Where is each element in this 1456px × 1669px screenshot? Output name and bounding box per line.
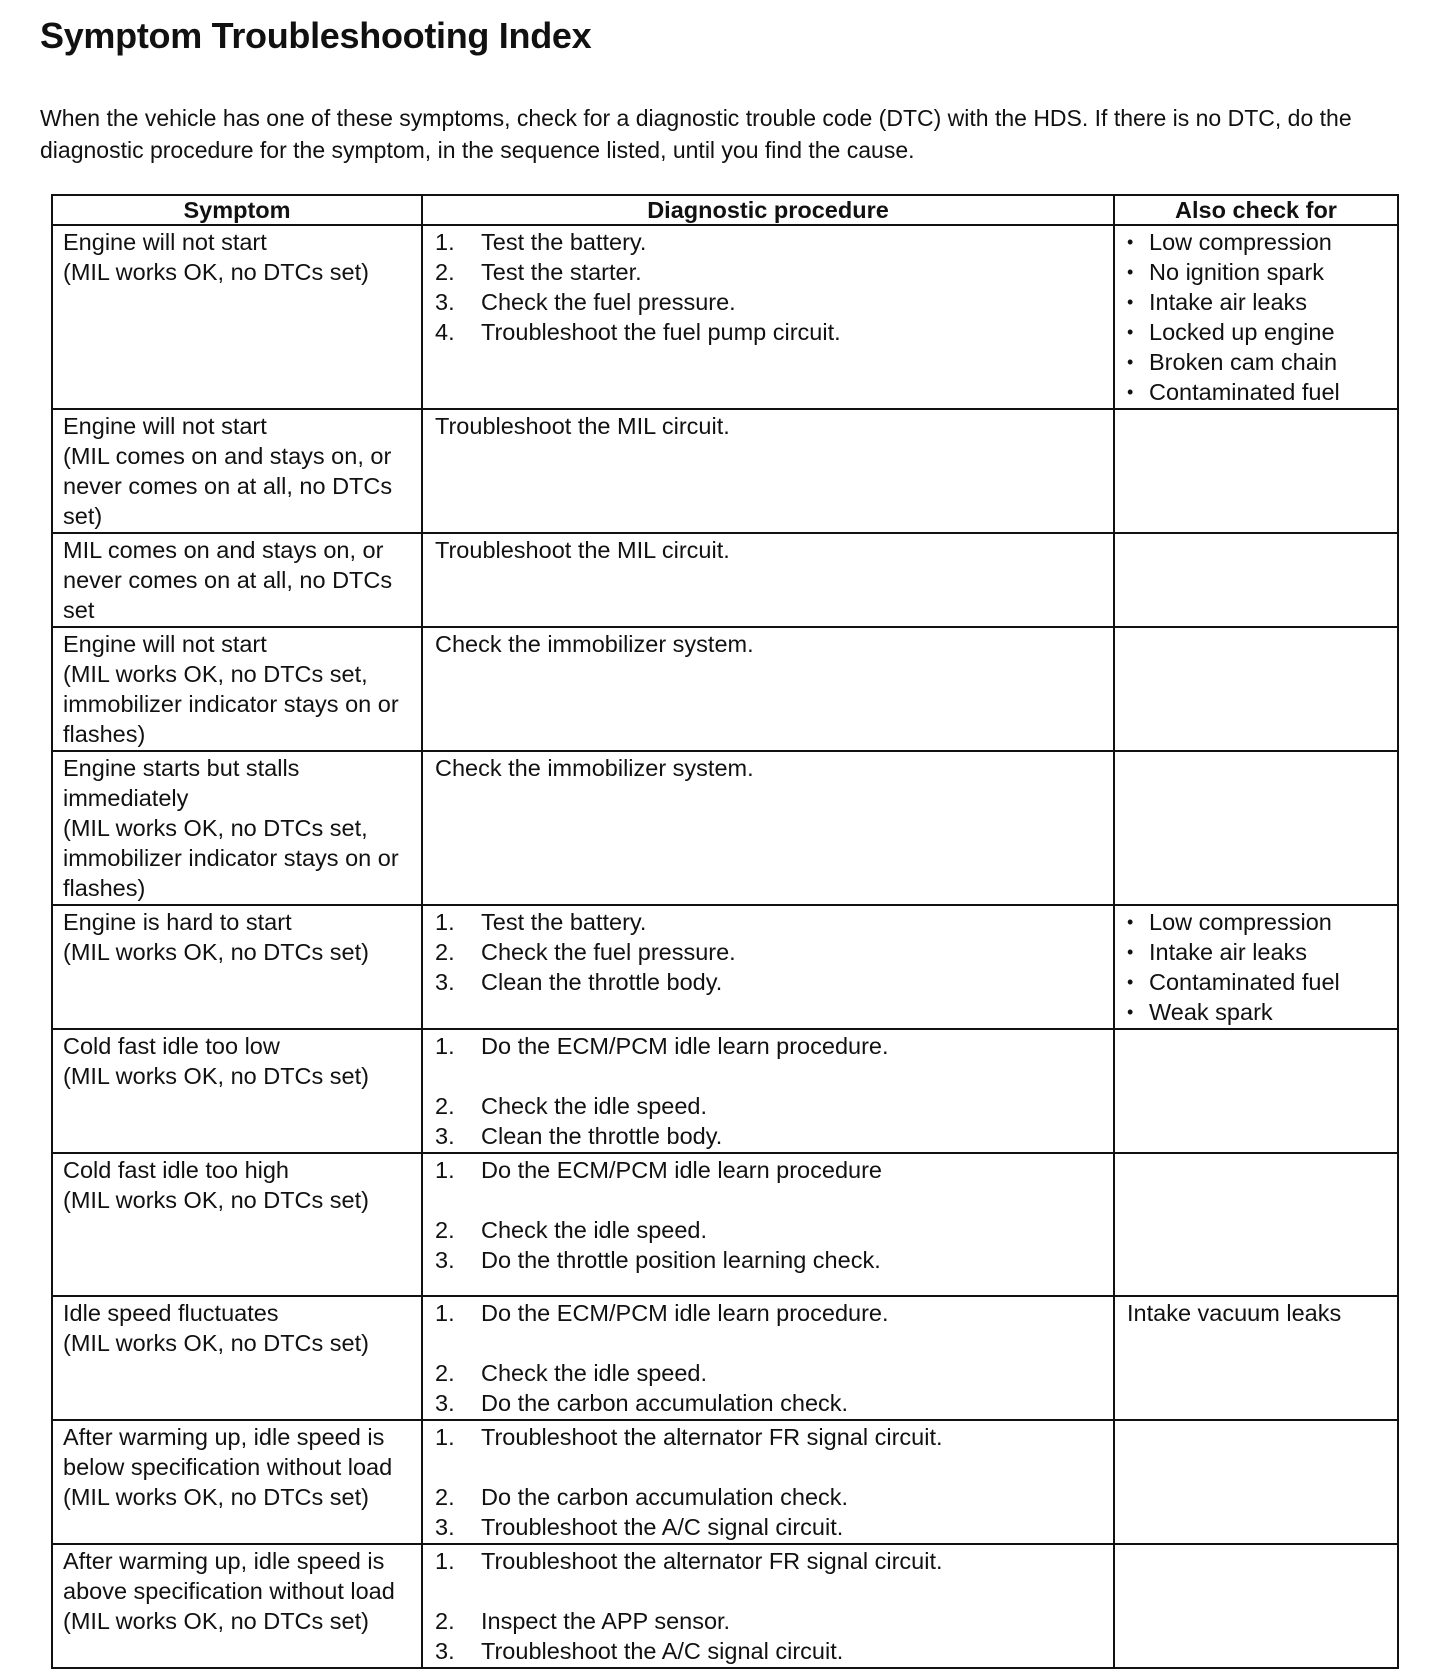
table-row bbox=[52, 225, 1398, 409]
symptom-table bbox=[51, 194, 1399, 1669]
procedure-cell bbox=[422, 1544, 1114, 1668]
also-check-cell bbox=[1114, 1029, 1398, 1153]
also-check-cell bbox=[1114, 1153, 1398, 1296]
procedure-cell bbox=[422, 225, 1114, 409]
table-row bbox=[52, 1296, 1398, 1420]
procedure-step: 3. Do the carbon accumulation check. bbox=[435, 1390, 849, 1416]
also-check-cell bbox=[1114, 533, 1398, 627]
also-check-item: • Weak spark bbox=[1127, 999, 1273, 1025]
symptom-cell: Engine starts but stalls immediately (MIL works OK, no DTCs set, immobilizer indicator stays on or flashes) bbox=[52, 751, 422, 905]
procedure-step: 3. Clean the throttle body. bbox=[435, 969, 723, 995]
table-row bbox=[52, 409, 1398, 533]
procedure-step: 2. Check the idle speed. bbox=[435, 1360, 708, 1386]
table-row bbox=[52, 751, 1398, 905]
procedure-step: 2. Check the idle speed. bbox=[435, 1217, 708, 1243]
procedure-step: 1. Test the battery. bbox=[435, 229, 647, 255]
procedure-step: 3. Check the fuel pressure. bbox=[435, 289, 736, 315]
also-check-item: • Locked up engine bbox=[1127, 319, 1335, 345]
procedure-step: 4. Troubleshoot the fuel pump circuit. bbox=[435, 319, 841, 345]
procedure-step: 2. Check the fuel pressure. bbox=[435, 939, 736, 965]
procedure-step: 1. Troubleshoot the alternator FR signal circuit. bbox=[435, 1424, 943, 1450]
also-check-item: • Contaminated fuel bbox=[1127, 379, 1340, 405]
procedure-step: 1. Test the battery. bbox=[435, 909, 647, 935]
procedure-step: 3. Troubleshoot the A/C signal circuit. bbox=[435, 1638, 844, 1664]
also-check-cell bbox=[1114, 1544, 1398, 1668]
also-check-cell bbox=[1114, 225, 1398, 409]
also-check-cell bbox=[1114, 905, 1398, 1029]
also-check-cell bbox=[1114, 409, 1398, 533]
procedure-cell: Troubleshoot the MIL circuit. bbox=[422, 409, 1114, 533]
symptom-cell: Engine will not start (MIL works OK, no DTCs set, immobilizer indicator stays on or flashes) bbox=[52, 627, 422, 751]
table-header-row bbox=[52, 195, 1398, 225]
procedure-step: 1. Do the ECM/PCM idle learn procedure. bbox=[435, 1300, 889, 1326]
table-row bbox=[52, 1544, 1398, 1668]
procedure-cell bbox=[422, 1420, 1114, 1544]
symptom-cell: After warming up, idle speed is above specification without load (MIL works OK, no DTCs set) bbox=[52, 1544, 422, 1668]
header-also-check: Also check for bbox=[1114, 195, 1398, 225]
procedure-cell: Check the immobilizer system. bbox=[422, 627, 1114, 751]
symptom-cell: Engine will not start (MIL comes on and stays on, or never comes on at all, no DTCs set) bbox=[52, 409, 422, 533]
procedure-cell bbox=[422, 905, 1114, 1029]
procedure-cell bbox=[422, 1029, 1114, 1153]
also-check-cell bbox=[1114, 751, 1398, 905]
also-check-cell: Intake vacuum leaks bbox=[1114, 1296, 1398, 1420]
table-row bbox=[52, 1153, 1398, 1296]
symptom-cell: Cold fast idle too low (MIL works OK, no DTCs set) bbox=[52, 1029, 422, 1153]
header-symptom: Symptom bbox=[52, 195, 422, 225]
procedure-step: 1. Do the ECM/PCM idle learn procedure. bbox=[435, 1033, 889, 1059]
procedure-step: 1. Troubleshoot the alternator FR signal circuit. bbox=[435, 1548, 943, 1574]
symptom-cell: Cold fast idle too high (MIL works OK, no DTCs set) bbox=[52, 1153, 422, 1296]
also-check-cell bbox=[1114, 627, 1398, 751]
symptom-cell: After warming up, idle speed is below specification without load (MIL works OK, no DTCs set) bbox=[52, 1420, 422, 1544]
also-check-item: • No ignition spark bbox=[1127, 259, 1325, 285]
also-check-item: • Broken cam chain bbox=[1127, 349, 1338, 375]
procedure-step: 3. Do the throttle position learning check. bbox=[435, 1247, 881, 1273]
intro-paragraph: When the vehicle has one of these symptoms, check for a diagnostic trouble code (DTC) with the HDS. If there is no DTC, do the diagnostic procedure for the symptom, in the sequence listed, until you find the cause. bbox=[40, 105, 1352, 163]
procedure-cell bbox=[422, 1153, 1114, 1296]
table-row bbox=[52, 905, 1398, 1029]
header-procedure: Diagnostic procedure bbox=[422, 195, 1114, 225]
also-check-item: • Contaminated fuel bbox=[1127, 969, 1340, 995]
symptom-cell: MIL comes on and stays on, or never comes on at all, no DTCs set bbox=[52, 533, 422, 627]
page-title: Symptom Troubleshooting Index bbox=[40, 15, 592, 56]
table-row bbox=[52, 1029, 1398, 1153]
table-row bbox=[52, 627, 1398, 751]
table-row bbox=[52, 1420, 1398, 1544]
procedure-step: 3. Clean the throttle body. bbox=[435, 1123, 723, 1149]
procedure-step: 3. Troubleshoot the A/C signal circuit. bbox=[435, 1514, 844, 1540]
procedure-step: 2. Test the starter. bbox=[435, 259, 642, 285]
procedure-step: 2. Check the idle speed. bbox=[435, 1093, 708, 1119]
symptom-cell: Idle speed fluctuates (MIL works OK, no DTCs set) bbox=[52, 1296, 422, 1420]
procedure-step: 1. Do the ECM/PCM idle learn procedure bbox=[435, 1157, 882, 1183]
also-check-item: • Intake air leaks bbox=[1127, 289, 1308, 315]
symptom-cell: Engine is hard to start (MIL works OK, no DTCs set) bbox=[52, 905, 422, 1029]
table-row bbox=[52, 533, 1398, 627]
also-check-item: • Low compression bbox=[1127, 229, 1332, 255]
procedure-step: 2. Inspect the APP sensor. bbox=[435, 1608, 731, 1634]
procedure-cell: Check the immobilizer system. bbox=[422, 751, 1114, 905]
also-check-cell bbox=[1114, 1420, 1398, 1544]
symptom-cell: Engine will not start (MIL works OK, no DTCs set) bbox=[52, 225, 422, 409]
procedure-cell: Troubleshoot the MIL circuit. bbox=[422, 533, 1114, 627]
procedure-step: 2. Do the carbon accumulation check. bbox=[435, 1484, 849, 1510]
procedure-cell bbox=[422, 1296, 1114, 1420]
also-check-item: • Low compression bbox=[1127, 909, 1332, 935]
also-check-item: • Intake air leaks bbox=[1127, 939, 1308, 965]
